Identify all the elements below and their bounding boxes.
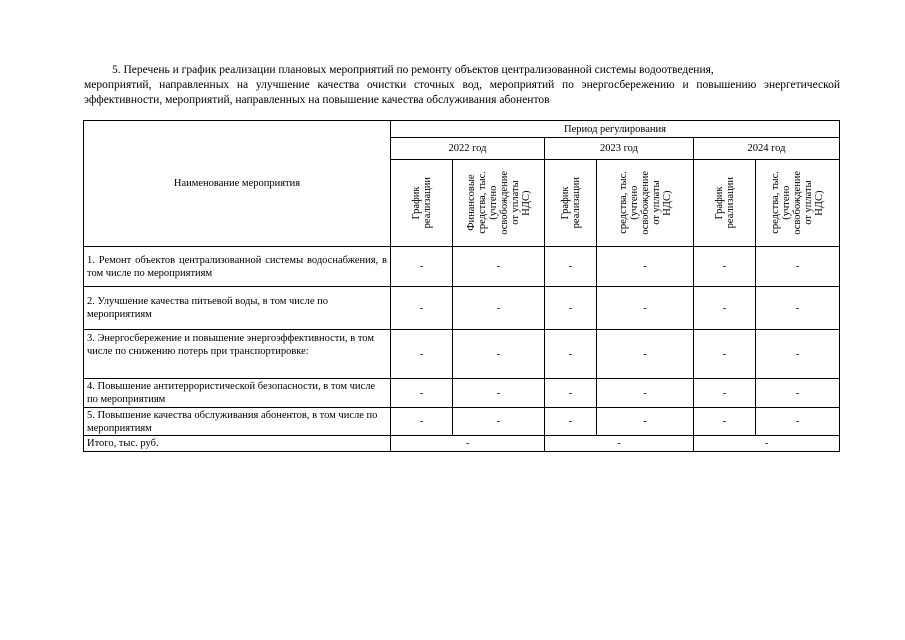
table-cell: - — [597, 287, 694, 330]
table-cell: - — [694, 287, 756, 330]
row-name: 5. Повышение качества обслуживания абонентов, в том числе по мероприятиям — [84, 408, 391, 436]
table-cell: - — [597, 247, 694, 287]
row-name: 1. Ремонт объектов централизованной системы водоснабжения, в том числе по мероприятиям — [84, 247, 391, 287]
table-row — [84, 379, 840, 408]
col-name-header: Наименование мероприятия — [84, 121, 391, 247]
table-row — [84, 408, 840, 436]
sub-header-schedule-2023: График реализации — [545, 160, 597, 247]
table-cell: - — [545, 408, 597, 436]
sub-header-finance-2023: средства, тыс. (учтено освобождение от уплаты НДС) — [597, 160, 694, 247]
table-cell: - — [694, 408, 756, 436]
table-cell: - — [391, 408, 453, 436]
total-row — [84, 436, 840, 452]
table-cell: - — [453, 379, 545, 408]
table-cell: - — [694, 379, 756, 408]
table-cell: - — [391, 379, 453, 408]
table-cell: - — [453, 330, 545, 379]
activities-table — [83, 120, 840, 452]
table-cell: - — [453, 247, 545, 287]
table-cell: - — [391, 330, 453, 379]
table-cell: - — [756, 287, 840, 330]
table-row — [84, 247, 840, 287]
table-row — [84, 287, 840, 330]
table-cell: - — [391, 287, 453, 330]
table-cell: - — [756, 330, 840, 379]
table-cell: - — [545, 379, 597, 408]
table-cell: - — [756, 247, 840, 287]
table-cell: - — [597, 330, 694, 379]
sub-header-finance-2022: Финансовые средства, тыс. (учтено освобождение от уплаты НДС) — [453, 160, 545, 247]
table-cell: - — [453, 408, 545, 436]
table-cell: - — [545, 247, 597, 287]
sub-header-finance-2024: средства, тыс. (учтено освобождение от уплаты НДС) — [756, 160, 840, 247]
period-header: Период регулирования — [391, 121, 840, 138]
table-cell: - — [756, 379, 840, 408]
table-cell: - — [597, 379, 694, 408]
row-name: 2. Улучшение качества питьевой воды, в том числе по мероприятиям — [84, 287, 391, 330]
year-header-2022: 2022 год — [391, 138, 545, 160]
table-cell: - — [597, 408, 694, 436]
table-cell: - — [545, 287, 597, 330]
row-name: 4. Повышение антитеррористической безопасности, в том числе по мероприятиям — [84, 379, 391, 408]
year-header-2024: 2024 год — [694, 138, 840, 160]
row-name: 3. Энергосбережение и повышение энергоэффективности, в том числе по снижению потерь при транспортировке: — [84, 330, 391, 379]
table-cell: - — [694, 247, 756, 287]
table-cell: - — [391, 247, 453, 287]
total-2023: - — [545, 436, 694, 452]
table-cell: - — [756, 408, 840, 436]
heading-line-1: 5. Перечень и график реализации плановых мероприятий по ремонту объектов централизованной системы водоотведения, — [112, 64, 714, 76]
total-label: Итого, тыс. руб. — [84, 436, 391, 452]
table-cell: - — [545, 330, 597, 379]
section-heading — [84, 63, 840, 108]
year-header-2023: 2023 год — [545, 138, 694, 160]
sub-header-schedule-2024: График реализации — [694, 160, 756, 247]
table-cell: - — [453, 287, 545, 330]
total-2022: - — [391, 436, 545, 452]
heading-line-2: мероприятий, направленных на улучшение качества очистки сточных вод, мероприятий по энергосбережению и повышению энергетической эффективности, мероприятий, направленных на повышение качества обслуживания абонентов — [84, 79, 840, 106]
table-row — [84, 330, 840, 379]
total-2024: - — [694, 436, 840, 452]
sub-header-schedule-2022: График реализации — [391, 160, 453, 247]
table-cell: - — [694, 330, 756, 379]
